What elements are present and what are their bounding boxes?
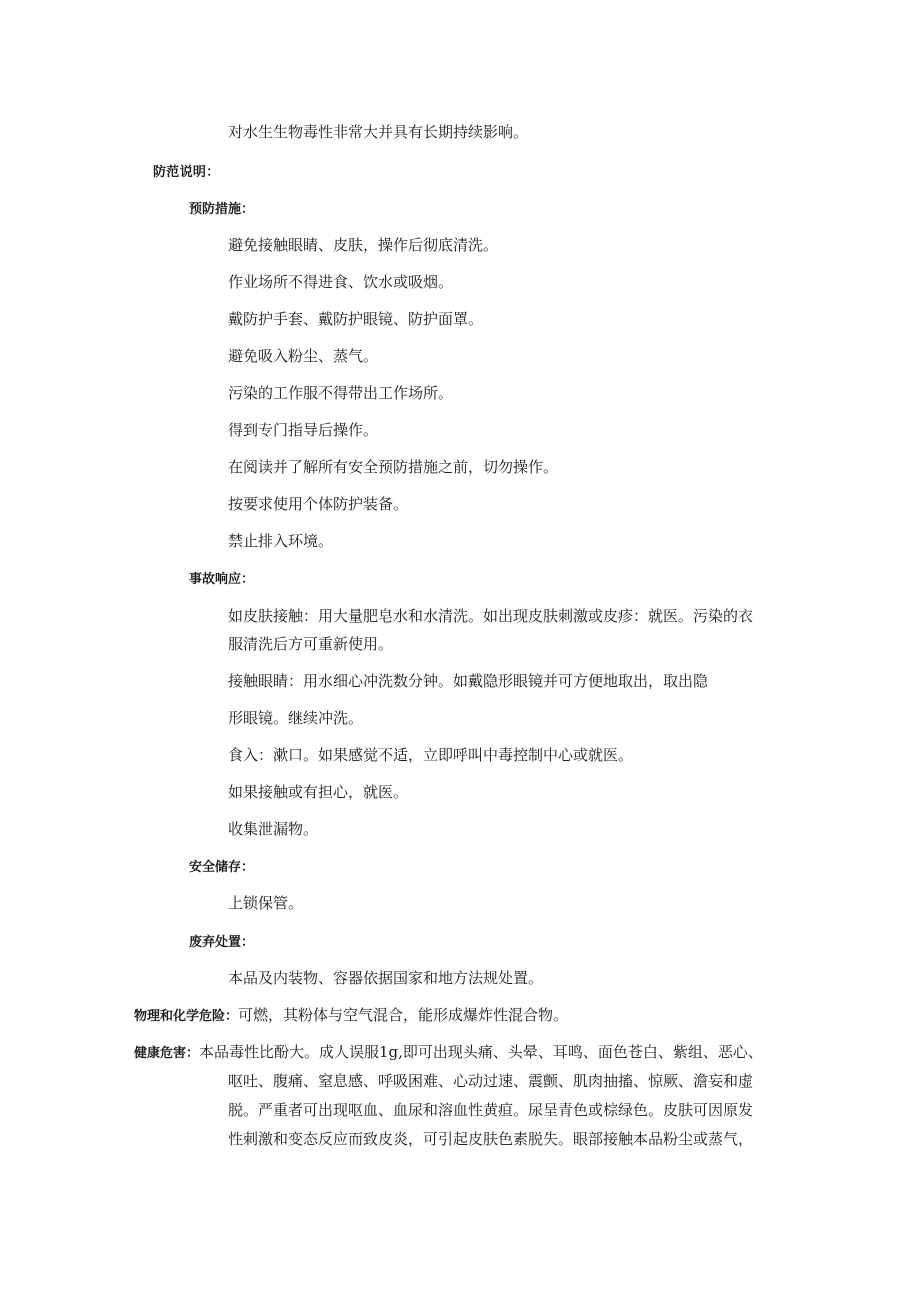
response-item: 如皮肤接触：用大量肥皂水和水清洗。如出现皮肤刺激或皮疹：就医。污染的衣 bbox=[228, 607, 754, 625]
aquatic-hazard-text: 对水生生物毒性非常大并具有长期持续影响。 bbox=[228, 123, 529, 141]
storage-item: 上锁保管。 bbox=[228, 894, 304, 912]
disposal-item: 本品及内装物、容器依据国家和地方法规处置。 bbox=[228, 969, 544, 987]
prevention-item: 避免吸入粉尘、蒸气。 bbox=[228, 347, 379, 365]
physical-hazard-label: 物理和化学危险： bbox=[134, 1009, 239, 1024]
response-item: 接触眼睛：用水细心冲洗数分钟。如戴隐形眼镜并可方便地取出，取出隐 bbox=[228, 672, 709, 690]
health-hazard-text: 脱。严重者可出现呕血、血尿和溶血性黄疸。尿呈青色或棕绿色。皮肤可因原发 bbox=[228, 1101, 754, 1119]
physical-hazard-text: 可燃，其粉体与空气混合，能形成爆炸性混合物。 bbox=[238, 1006, 569, 1024]
disposal-heading: 废弃处置： bbox=[189, 935, 255, 950]
health-hazard-line bbox=[134, 1042, 763, 1064]
prevention-item: 作业场所不得进食、饮水或吸烟。 bbox=[228, 273, 454, 291]
response-item: 食入：漱口。如果感觉不适，立即呼叫中毒控制中心或就医。 bbox=[228, 746, 634, 764]
storage-heading: 安全储存： bbox=[189, 860, 255, 875]
prevention-item: 得到专门指导后操作。 bbox=[228, 421, 379, 439]
prevention-item: 污染的工作服不得带出工作场所。 bbox=[228, 384, 454, 402]
health-hazard-text: 本品毒性比酚大。成人误服1g,即可出现头痛、头晕、耳鸣、面色苍白、紫组、恶心、 bbox=[199, 1043, 763, 1061]
prevention-item: 按要求使用个体防护装备。 bbox=[228, 495, 409, 513]
physical-hazard-line bbox=[134, 1005, 568, 1027]
response-heading: 事故响应： bbox=[189, 572, 255, 587]
health-hazard-text: 性刺激和变态反应而致皮炎，可引起皮肤色素脱失。眼部接触本品粉尘或蒸气， bbox=[228, 1130, 754, 1148]
response-item: 服清洗后方可重新使用。 bbox=[228, 635, 394, 653]
prevention-heading: 预防措施： bbox=[189, 202, 255, 217]
response-item: 如果接触或有担心，就医。 bbox=[228, 783, 409, 801]
prevention-item: 避免接触眼睛、皮肤，操作后彻底清洗。 bbox=[228, 236, 499, 254]
prevention-item: 禁止排入环境。 bbox=[228, 532, 334, 550]
precautions-heading: 防范说明： bbox=[153, 165, 220, 180]
prevention-item: 戴防护手套、戴防护眼镜、防护面罩。 bbox=[228, 310, 484, 328]
prevention-item: 在阅读并了解所有安全预防措施之前，切勿操作。 bbox=[228, 458, 559, 476]
response-item: 收集泄漏物。 bbox=[228, 820, 319, 838]
health-hazard-text: 呕吐、腹痛、窒息感、呼吸困难、心动过速、震颤、肌肉抽搐、惊厥、澹妄和虚 bbox=[228, 1072, 754, 1090]
response-item: 形眼镜。继续冲洗。 bbox=[228, 709, 364, 727]
health-hazard-label: 健康危害： bbox=[134, 1046, 200, 1061]
